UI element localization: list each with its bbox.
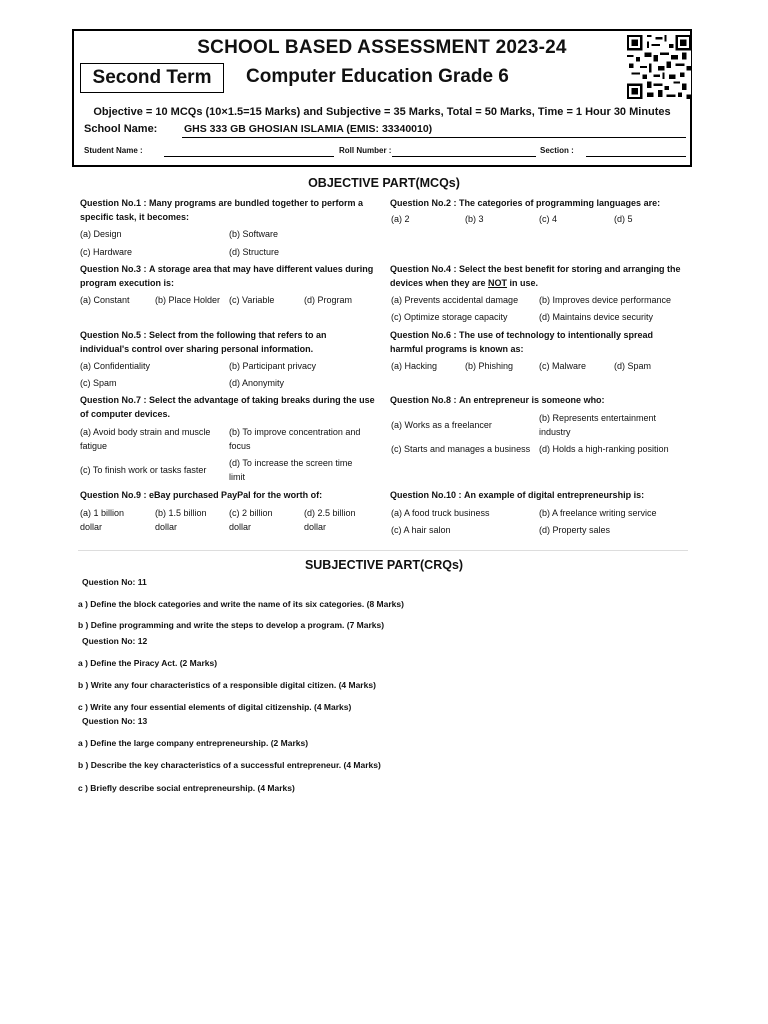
- mcq-9-option-d[interactable]: (d) 2.5 billion dollar: [304, 508, 356, 532]
- subjective-title: SUBJECTIVE PART(CRQs): [304, 558, 464, 572]
- mcq-4-option-a[interactable]: (a) Prevents accidental damage: [391, 295, 519, 305]
- crq-12-label: Question No: 12: [82, 636, 148, 646]
- mcq-5-option-b[interactable]: (b) Participant privacy: [229, 361, 317, 371]
- mcq-4-text-underline: NOT: [488, 278, 508, 288]
- crq-13-part-a: a ) Define the large company entrepreneurship. (2 Marks): [78, 738, 309, 748]
- mcq-1-text: Many programs are bundled together to perform a specific task, it becomes:: [80, 198, 364, 222]
- mcq-4-option-d[interactable]: (d) Maintains device security: [539, 312, 654, 322]
- objective-title: OBJECTIVE PART(MCQs): [308, 176, 460, 190]
- mcq-8-option-c[interactable]: (c) Starts and manages a business: [391, 444, 531, 454]
- mcq-8-text: An entrepreneur is someone who:: [459, 395, 605, 405]
- crq-13-part-b: b ) Describe the key characteristics of a successful entrepreneur. (4 Marks): [78, 760, 381, 770]
- mcq-6-label: Question No.6 :: [390, 330, 457, 340]
- marks-summary: Objective = 10 MCQs (10×1.5=15 Marks) and Subjective = 35 Marks, Total = 50 Marks, Time = 1 Hour 30 Minutes: [93, 106, 671, 118]
- school-name: GHS 333 GB GHOSIAN ISLAMIA (EMIS: 33340010): [184, 123, 433, 135]
- mcq-5-text: Select from the following that refers to an individual's control over sharing personal information.: [80, 330, 327, 354]
- mcq-10-option-a[interactable]: (a) A food truck business: [391, 508, 490, 518]
- section-field[interactable]: [586, 156, 686, 157]
- mcq-1-question: [80, 196, 380, 224]
- mcq-2-option-d[interactable]: (d) 5: [614, 214, 633, 224]
- mcq-10-label: Question No.10 :: [390, 490, 462, 500]
- mcq-4-option-b[interactable]: (b) Improves device performance: [539, 295, 672, 305]
- qr-code-icon: [627, 34, 691, 100]
- mcq-2-option-b[interactable]: (b) 3: [465, 214, 484, 224]
- mcq-1-option-a[interactable]: (a) Design: [80, 229, 122, 239]
- mcq-9-option-b[interactable]: (b) 1.5 billion dollar: [155, 508, 207, 532]
- mcq-3-option-a[interactable]: (a) Constant: [80, 295, 130, 305]
- mcq-10-option-c[interactable]: (c) A hair salon: [391, 525, 451, 535]
- mcq-2-text: The categories of programming languages are:: [459, 198, 661, 208]
- mcq-7-question: [80, 393, 375, 421]
- mcq-2-label: Question No.2 :: [390, 198, 457, 208]
- mcq-6-option-d[interactable]: (d) Spam: [614, 361, 652, 371]
- mcq-6-text: The use of technology to intentionally spread harmful programs is known as:: [390, 330, 654, 354]
- roll-number-label: Roll Number :: [339, 146, 392, 155]
- mcq-5-question: [80, 328, 350, 356]
- mcq-2-option-c[interactable]: (c) 4: [539, 214, 557, 224]
- mcq-2-option-a[interactable]: (a) 2: [391, 214, 410, 224]
- section-label: Section :: [540, 146, 574, 155]
- mcq-3-option-b[interactable]: (b) Place Holder: [155, 295, 221, 305]
- mcq-4-text-after: in use.: [507, 278, 539, 288]
- mcq-5-option-d[interactable]: (d) Anonymity: [229, 378, 285, 388]
- mcq-7-text: Select the advantage of taking breaks during the use of computer devices.: [80, 395, 375, 419]
- mcq-3-option-c[interactable]: (c) Variable: [229, 295, 275, 305]
- mcq-10-question: [390, 488, 690, 502]
- crq-12-part-c: c ) Write any four essential elements of digital citizenship. (4 Marks): [78, 702, 352, 712]
- mcq-1-option-b[interactable]: (b) Software: [229, 229, 279, 239]
- mcq-3-option-d[interactable]: (d) Program: [304, 295, 353, 305]
- mcq-4-text-before: Select the best benefit for storing and arranging the devices when they are: [390, 264, 681, 288]
- mcq-1-option-d[interactable]: (d) Structure: [229, 247, 280, 257]
- mcq-8-option-a[interactable]: (a) Works as a freelancer: [391, 420, 492, 430]
- school-label: School Name:: [84, 123, 158, 135]
- crq-11-part-a: a ) Define the block categories and write the name of its six categories. (8 Marks): [78, 599, 404, 609]
- mcq-5-label: Question No.5 :: [80, 330, 147, 340]
- mcq-9-label: Question No.9 :: [80, 490, 147, 500]
- mcq-9-text: eBay purchased PayPal for the worth of:: [149, 490, 323, 500]
- subject-title: Computer Education Grade 6: [246, 66, 509, 87]
- mcq-10-option-b[interactable]: (b) A freelance writing service: [539, 508, 657, 518]
- mcq-7-option-d[interactable]: (d) To increase the screen time limit: [229, 458, 353, 482]
- mcq-6-option-b[interactable]: (b) Phishing: [465, 361, 514, 371]
- mcq-6-option-a[interactable]: (a) Hacking: [391, 361, 438, 371]
- mcq-4-label: Question No.4 :: [390, 264, 457, 274]
- section-divider: [78, 550, 688, 551]
- mcq-3-question: [80, 262, 375, 290]
- mcq-6-option-c[interactable]: (c) Malware: [539, 361, 587, 371]
- mcq-1-label: Question No.1 :: [80, 198, 147, 208]
- mcq-9-question: [80, 488, 380, 502]
- mcq-7-option-c[interactable]: (c) To finish work or tasks faster: [80, 465, 207, 475]
- roll-number-field[interactable]: [392, 156, 536, 157]
- exam-title: SCHOOL BASED ASSESSMENT 2023-24: [197, 37, 567, 58]
- crq-13-part-c: c ) Briefly describe social entrepreneurship. (4 Marks): [78, 783, 295, 793]
- term-badge: Second Term: [80, 63, 224, 93]
- mcq-8-label: Question No.8 :: [390, 395, 457, 405]
- mcq-8-option-d[interactable]: (d) Holds a high-ranking position: [539, 444, 669, 454]
- mcq-9-option-c[interactable]: (c) 2 billion dollar: [229, 508, 273, 532]
- mcq-8-question: [390, 393, 690, 407]
- crq-12-part-a: a ) Define the Piracy Act. (2 Marks): [78, 658, 218, 668]
- mcq-7-option-a[interactable]: (a) Avoid body strain and muscle fatigue: [80, 427, 211, 451]
- mcq-1-option-c[interactable]: (c) Hardware: [80, 247, 133, 257]
- mcq-3-text: A storage area that may have different values during program execution is:: [80, 264, 374, 288]
- school-underline: [182, 137, 686, 138]
- exam-header: [72, 29, 692, 167]
- mcq-8-option-b[interactable]: (b) Represents entertainment industry: [539, 413, 657, 437]
- mcq-7-label: Question No.7 :: [80, 395, 147, 405]
- mcq-9-option-a[interactable]: (a) 1 billion dollar: [80, 508, 125, 532]
- mcq-7-option-b[interactable]: (b) To improve concentration and focus: [229, 427, 361, 451]
- mcq-2-question: [390, 196, 690, 210]
- crq-13-label: Question No: 13: [82, 716, 148, 726]
- mcq-10-text: An example of digital entrepreneurship is:: [464, 490, 645, 500]
- student-name-label: Student Name :: [84, 146, 143, 155]
- mcq-5-option-a[interactable]: (a) Confidentiality: [80, 361, 151, 371]
- crq-12-part-b: b ) Write any four characteristics of a responsible digital citizen. (4 Marks): [78, 680, 376, 690]
- mcq-4-option-c[interactable]: (c) Optimize storage capacity: [391, 312, 508, 322]
- mcq-4-question: [390, 262, 690, 290]
- mcq-3-label: Question No.3 :: [80, 264, 147, 274]
- student-name-field[interactable]: [164, 156, 334, 157]
- mcq-5-option-c[interactable]: (c) Spam: [80, 378, 117, 388]
- mcq-10-option-d[interactable]: (d) Property sales: [539, 525, 611, 535]
- crq-11-label: Question No: 11: [82, 577, 147, 587]
- crq-11-part-b: b ) Define programming and write the steps to develop a program. (7 Marks): [78, 620, 385, 630]
- mcq-6-question: [390, 328, 680, 356]
